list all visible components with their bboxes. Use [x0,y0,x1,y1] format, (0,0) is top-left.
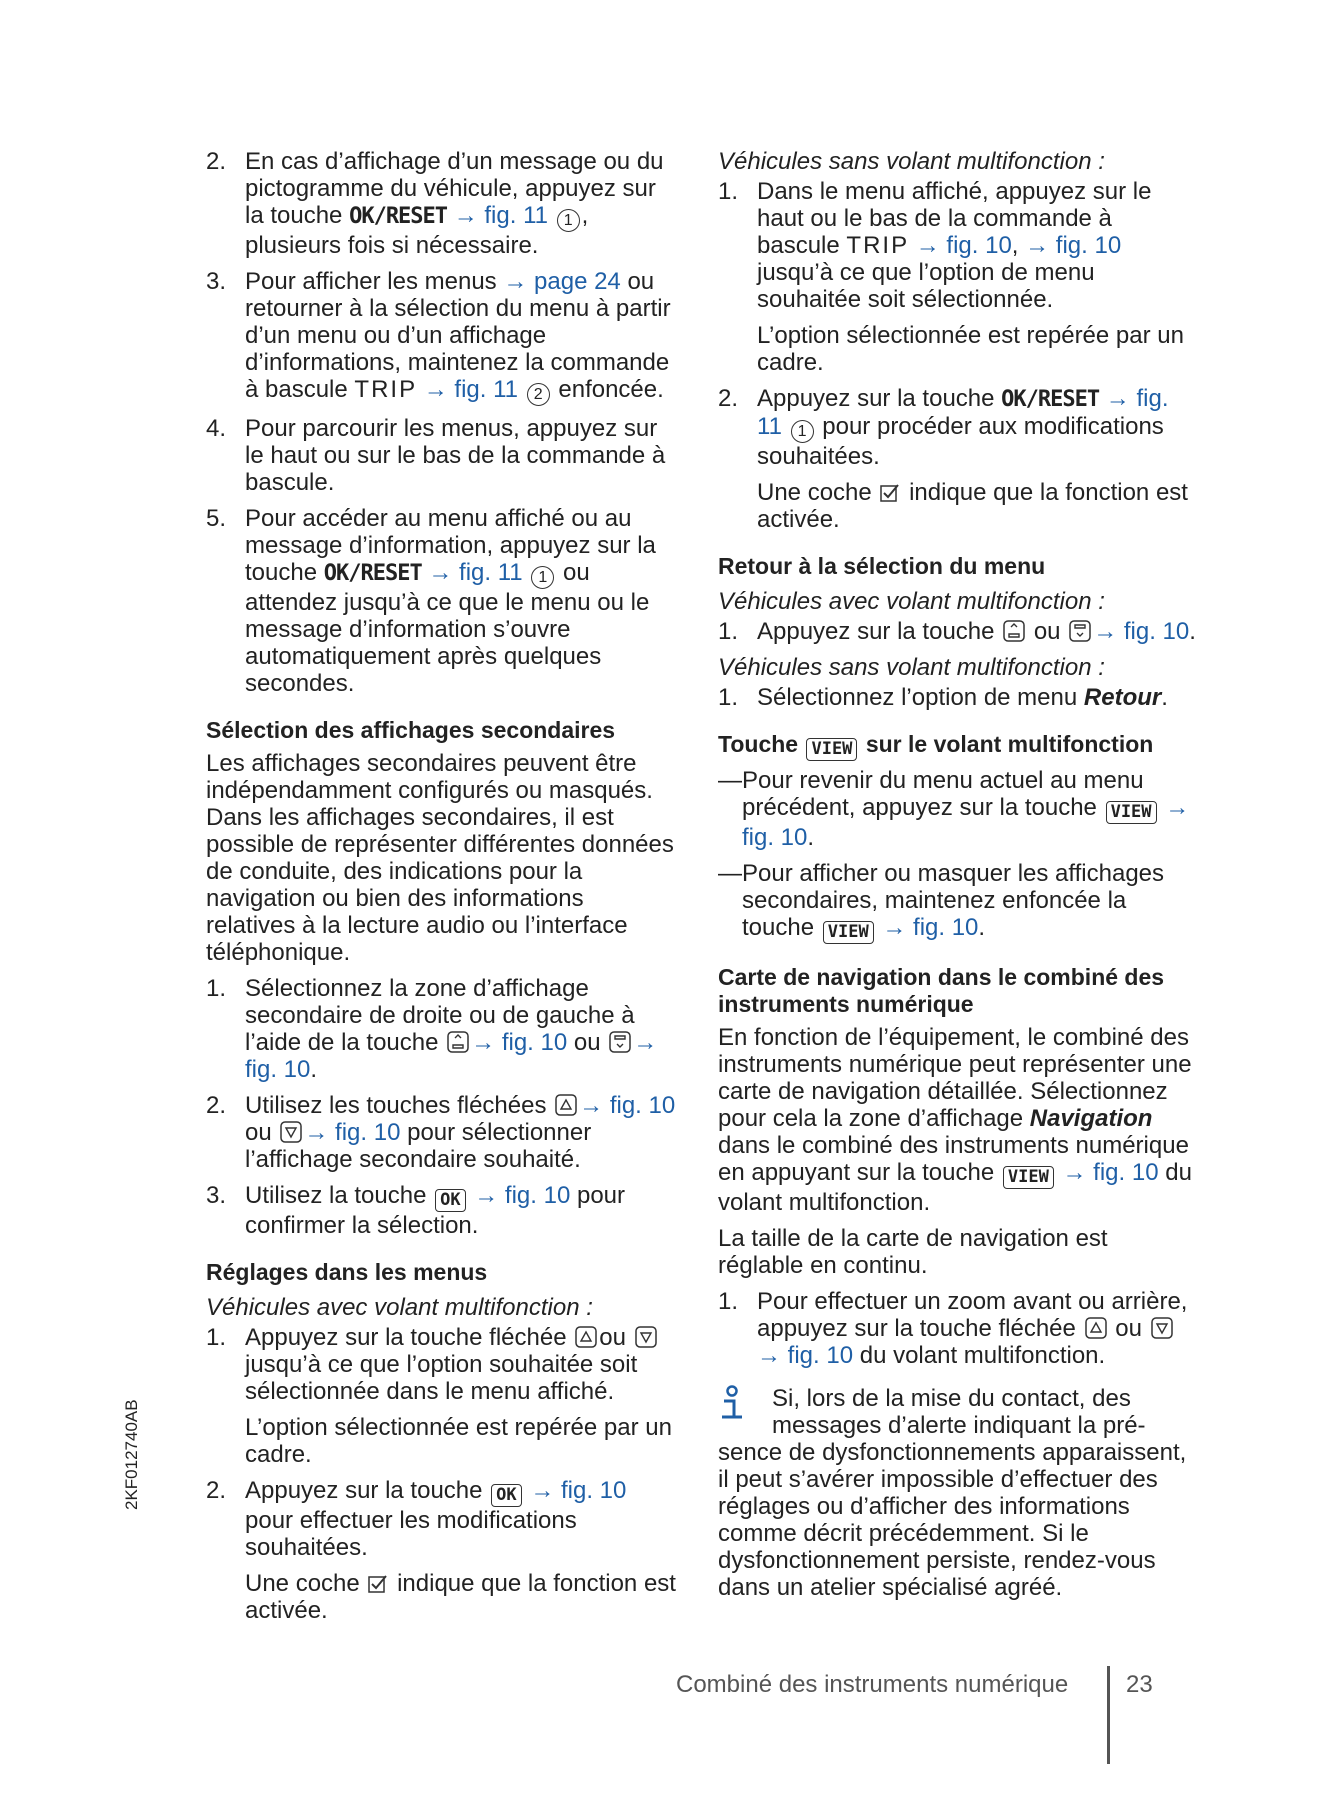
note-text: sence de dysfonctionnements apparaissent, il peut s’avérer impossible d’effectuer des réglages ou d’afficher des informations comme décrit précédemment. Si le dysfonctionnement persiste, rendez-vous dans un atelier spécialisé agréé. [718,1439,1187,1601]
dash-bullet: — [718,767,742,794]
italic-subheading: Véhicules sans volant multifonction : [718,148,1105,175]
figure-link[interactable]: → fig. 11 [757,385,1169,440]
item-number: 2. [206,1477,227,1504]
item-number: 1. [718,1288,739,1315]
item-text: Sélectionnez la zone d’affichage secondaire de droite ou de gauche à l’aide de la touche [245,975,635,1056]
list-item [206,1477,676,1561]
punctuation: . [310,1056,318,1083]
ok-key: OK [435,1189,465,1212]
paragraph [718,1024,1196,1216]
punctuation: . [1161,684,1168,711]
item-text: indique que la fonction est activée. [757,479,1188,533]
arrow-up-key-icon [555,1094,577,1116]
callout-number: 1 [557,209,580,232]
item-number: 2. [206,1092,227,1119]
list-item [718,860,1196,944]
item-number: 3. [206,1182,227,1209]
item-text: Pour afficher les menus [245,268,497,295]
left-display-key-icon [447,1031,469,1053]
item-text: pour procéder aux modifications souhaitées. [757,413,1164,470]
figure-link[interactable]: → fig. 10 [882,914,979,941]
view-key: VIEW [1106,801,1157,824]
checkbox-checked-icon [880,483,900,503]
list-item [718,1288,1196,1369]
item-text: jusqu’à ce que l’option de menu souhaitée soit sélectionnée. [757,259,1095,313]
list-item [206,268,676,406]
list-item [206,1092,676,1173]
figure-link[interactable]: → fig. 10 [579,1092,676,1119]
footer-divider [1107,1666,1110,1764]
item-number: 1. [718,618,739,645]
item-text: Une coche [245,1570,360,1597]
right-column [718,148,1196,1601]
item-note: L’option sélectionnée est repérée par un cadre. [757,322,1184,376]
figure-link[interactable]: → fig. 10 [530,1477,627,1504]
section-heading: Carte de navigation dans le combiné des instruments numérique [718,964,1165,1017]
arrow-down-key-icon [280,1121,302,1143]
item-text: pour confirmer la sélection. [245,1182,626,1239]
callout-number: 2 [527,383,550,406]
footer-chapter-title: Combiné des instruments numérique [676,1671,1069,1698]
page-link[interactable]: → page 24 [503,268,621,295]
figure-link[interactable]: → fig. 11 [428,559,523,586]
view-key: VIEW [823,921,874,944]
item-number: 1. [206,975,227,1002]
item-text: Pour afficher ou masquer les affichages secondaires, maintenez enfoncée la touche [742,860,1165,941]
left-display-key-icon [1003,620,1025,642]
figure-link[interactable]: → fig. 10 [915,232,1012,259]
item-number: 2. [718,385,739,412]
item-text: Dans le menu affiché, appuyez sur le haut ou le bas de la commande à bascule [757,178,1152,259]
item-text: , plusieurs fois si nécessaire. [245,202,589,259]
item-number: 2. [206,148,227,175]
info-note [718,1385,1196,1601]
item-number: 3. [206,268,227,295]
list-item [206,1324,676,1405]
figure-link[interactable]: → fig. 10 [245,1029,658,1083]
item-text: ou attendez jusqu’à ce que le menu ou le message d’information s’ouvre automatiquement après quelques secondes. [245,559,650,697]
item-text: pour sélectionner l’affichage secondaire souhaité. [245,1119,592,1173]
list-item [206,975,676,1083]
paragraph-text: du volant multifonction. [718,1159,1192,1216]
list-item [206,505,676,697]
instruction-list [206,1324,676,1624]
punctuation: . [807,824,815,851]
arrow-down-key-icon [635,1326,657,1348]
item-text: jusqu’à ce que l’option souhaitée soit sélectionnée dans le menu affiché. [245,1351,638,1405]
instruction-list [718,178,1196,533]
item-text: Utilisez la touche [245,1182,427,1209]
italic-subheading: Véhicules avec volant multifonction : [206,1294,593,1321]
item-text: ou [573,1029,601,1056]
info-icon [718,1385,748,1425]
ok-reset-key: OK/RESET [349,204,448,229]
paragraph-text: En fonction de l’équipement, le combiné des instruments numérique peut représenter une carte de navigation détaillée. Sélectionnez pour cela la zone d’affichage [718,1024,1192,1132]
document-code: 2KF012740AB [122,1399,141,1510]
note-text: Si, lors de la mise du contact, des messages d’alerte indiquant la pré- [772,1385,1146,1439]
item-number: 1. [718,684,739,711]
instruction-list [206,148,676,697]
section-heading [718,731,1196,761]
italic-subheading: Véhicules sans volant multifonction : [718,654,1105,681]
callout-number: 1 [531,566,554,589]
ok-key: OK [491,1484,521,1507]
figure-link[interactable]: → fig. 10 [757,1342,854,1369]
item-number: 4. [206,415,227,442]
item-text: Appuyez sur la touche [757,385,995,412]
item-text: Pour parcourir les menus, appuyez sur le haut ou sur le bas de la commande à bascule. [245,415,666,496]
instruction-list [206,975,676,1239]
section-heading: Retour à la sélection du menu [718,553,1046,579]
heading-text: sur le volant multifonction [865,731,1154,757]
figure-link[interactable]: → fig. 10 [742,794,1190,851]
arrow-down-key-icon [1151,1317,1173,1339]
right-display-key-icon [1069,620,1091,642]
paragraph-text: dans le combiné des instruments numérique en appuyant sur la touche [718,1132,1189,1186]
callout-number: 1 [791,420,814,443]
arrow-up-key-icon [575,1326,597,1348]
item-text: ou retourner à la sélection du menu à partir d’un menu ou d’un affichage d’informations, maintenez la commande à bascule [245,268,671,403]
list-item [718,767,1196,851]
checkbox-checked-icon [368,1574,388,1594]
section-heading: Réglages dans les menus [206,1259,488,1285]
list-item [206,415,676,496]
punctuation: . [978,914,986,941]
figure-link[interactable]: → fig. 10 [1025,232,1122,259]
view-key: VIEW [806,738,857,761]
view-key: VIEW [1003,1166,1054,1189]
display-zone-name: Navigation [1029,1105,1153,1132]
figure-link[interactable]: → fig. 10 [304,1119,401,1146]
item-text: ou [1115,1315,1142,1342]
figure-link[interactable]: → fig. 10 [471,1029,568,1056]
arrow-up-key-icon [1085,1317,1107,1339]
left-column [206,148,676,1633]
figure-link[interactable]: → fig. 10 [1062,1159,1159,1186]
paragraph: Les affichages secondaires peuvent être indépendamment configurés ou masqués. Dans les affichages secondaires, il est possible de représenter différentes données de conduite, des indications pour la navigation ou bien des informations relatives à la lecture audio ou l’interface téléphonique. [206,750,674,966]
item-text: pour effectuer les modifications souhaitées. [245,1507,577,1561]
page-number: 23 [1126,1671,1153,1698]
figure-link[interactable]: → fig. 10 [1093,618,1190,645]
item-text: En cas d’affichage d’un message ou du pictogramme du véhicule, appuyez sur la touche [245,148,664,229]
item-text: Appuyez sur la touche [757,618,995,645]
list-item [206,1182,676,1239]
trip-key: TRIP [354,376,418,403]
item-text: indique que la fonction est activée. [245,1570,676,1624]
paragraph: La taille de la carte de navigation est réglable en continu. [718,1225,1108,1279]
item-text: Une coche [757,479,872,506]
item-number: 5. [206,505,227,532]
item-note [245,1570,676,1624]
list-item [718,618,1196,645]
item-text: ou [1033,618,1061,645]
item-note: L’option sélectionnée est repérée par un cadre. [245,1414,672,1468]
italic-subheading: Véhicules avec volant multifonction : [718,588,1105,615]
list-item: 1. Dans le menu affiché, appuyez sur le haut ou le bas de la commande à bascule TRIP → fig. 10, → fig. 10 jusqu’à ce que l’option de menu souhaitée soit sélectionnée. [718,178,1152,313]
figure-link[interactable]: → fig. 11 [423,376,519,403]
item-text: ou [599,1324,626,1351]
item-number: 1. [718,178,739,205]
item-text: du volant multifonction. [859,1342,1106,1369]
section-heading: Sélection des affichages secondaires [206,717,616,743]
trip-key: TRIP [846,232,910,259]
item-text: Pour accéder au menu affiché ou au message d’information, appuyez sur la touche [245,505,656,586]
ok-reset-key: OK/RESET [323,561,422,586]
heading-text: Touche [718,731,799,757]
item-text: Sélectionnez l’option de menu [757,684,1078,711]
right-display-key-icon [609,1031,631,1053]
ok-reset-key: OK/RESET [1001,387,1100,412]
list-item [206,148,676,259]
punctuation: . [1189,618,1196,645]
item-text: Utilisez les touches fléchées [245,1092,547,1119]
item-text: Pour effectuer un zoom avant ou arrière, appuyez sur la touche fléchée [757,1288,1188,1342]
dash-bullet: — [718,860,742,887]
item-text: enfoncée. [558,376,664,403]
item-note [757,479,1196,533]
menu-option-name: Retour [1083,684,1162,711]
list-item [718,385,1196,470]
figure-link[interactable]: → fig. 10 [474,1182,571,1209]
list-item [718,684,1196,711]
figure-link[interactable]: → fig. 11 [453,202,548,229]
item-text: Pour revenir du menu actuel au menu précédent, appuyez sur la touche [742,767,1144,821]
item-text: Appuyez sur la touche fléchée [245,1324,567,1351]
item-text: ou [245,1119,272,1146]
item-text: Appuyez sur la touche [245,1477,483,1504]
item-number: 1. [206,1324,227,1351]
